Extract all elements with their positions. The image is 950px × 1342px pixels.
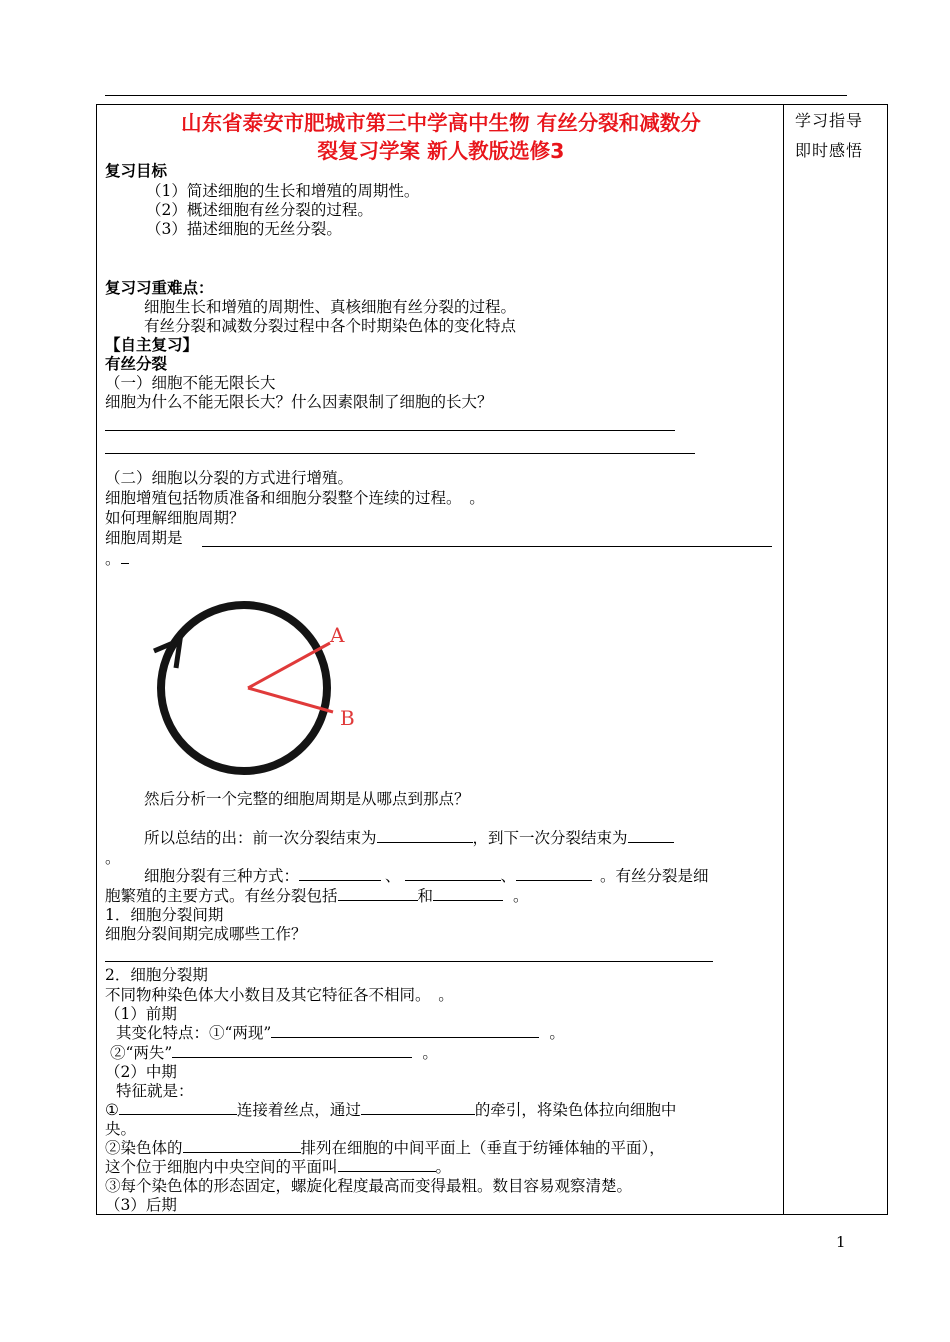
metaphase-heading: （2）中期 <box>105 1063 177 1081</box>
interphase-question: 细胞分裂间期完成哪些工作？ <box>105 925 307 943</box>
label-a: A <box>330 623 345 647</box>
mitotic-phase-note: 不同物种染色体大小数目及其它特征各不相同。 。 <box>105 986 454 1004</box>
key-point-item: 细胞生长和增殖的周期性、真核细胞有丝分裂的过程。 <box>144 298 517 316</box>
prophase-feature-a: 其变化特点：①“两现” 。 <box>116 1024 565 1042</box>
column-divider <box>783 104 784 1215</box>
self-review-heading: 【自主复习】 <box>105 336 199 354</box>
anaphase-heading: （3）后期 <box>105 1196 177 1214</box>
metaphase-feature-1-end: 央。 <box>105 1120 137 1138</box>
division-methods-line: 细胞分裂有三种方式： 、 、 。有丝分裂是细 <box>144 867 709 885</box>
cell-cycle-prompt: 细胞周期是 <box>105 529 183 547</box>
answer-line <box>105 961 713 962</box>
section1-heading: （一）细胞不能无限长大 <box>105 374 276 392</box>
key-points-heading: 复习习重难点： <box>105 279 214 297</box>
summary-end: 。 <box>105 849 121 867</box>
section1-question: 细胞为什么不能无限长大？什么因素限制了细胞的长大？ <box>105 393 493 411</box>
side-label-insight: 即时感悟 <box>795 141 864 160</box>
key-point-item: 有丝分裂和减数分裂过程中各个时期染色体的变化特点 <box>144 317 517 335</box>
metaphase-feature-2: ②染色体的 排列在细胞的中间平面上（垂直于纺锤体轴的平面）， <box>105 1139 665 1157</box>
cell-cycle-end: 。 <box>105 549 129 569</box>
metaphase-feature-intro: 特征就是： <box>116 1082 194 1100</box>
section2-heading: （二）细胞以分裂的方式进行增殖。 <box>105 469 354 487</box>
prophase-feature-b: ②“两失” 。 <box>110 1044 438 1062</box>
interphase-heading: 1．细胞分裂间期 <box>105 906 224 924</box>
label-b: B <box>340 706 355 730</box>
diagram-background <box>144 588 376 784</box>
section2-text: 细胞增殖包括物质准备和细胞分裂整个连续的过程。 。 <box>105 489 485 507</box>
goal-item: （1）简述细胞的生长和增殖的周期性。 <box>146 182 420 200</box>
metaphase-feature-1: ① 连接着丝点，通过 的牵引，将染色体拉向细胞中 <box>105 1101 677 1119</box>
prophase-heading: （1）前期 <box>105 1005 177 1023</box>
doc-title-line1: 山东省泰安市肥城市第三中学高中生物 有丝分裂和减数分 <box>181 111 701 135</box>
section2-question: 如何理解细胞周期？ <box>105 509 245 527</box>
metaphase-feature-3: ③每个染色体的形态固定，螺旋化程度最高而变得最粗。数目容易观察清楚。 <box>105 1177 633 1195</box>
top-rule <box>105 95 847 96</box>
mitosis-heading: 有丝分裂 <box>105 355 168 373</box>
analysis-question: 然后分析一个完整的细胞周期是从哪点到那点？ <box>144 790 470 808</box>
goals-heading: 复习目标 <box>105 162 168 180</box>
goal-item: （3）描述细胞的无丝分裂。 <box>146 220 342 238</box>
page-number: 1 <box>836 1233 846 1251</box>
metaphase-feature-2-cont: 这个位于细胞内中央空间的平面叫 。 <box>105 1158 452 1176</box>
division-methods-line2: 胞繁殖的主要方式。有丝分裂包括 和 。 <box>105 887 529 905</box>
answer-line <box>202 546 772 547</box>
mitotic-phase-heading: 2．细胞分裂期 <box>105 966 208 984</box>
cell-cycle-diagram <box>144 588 376 784</box>
answer-line <box>105 453 695 454</box>
summary-line: 所以总结的出：前一次分裂结束为 ，到下一次分裂结束为 <box>144 828 674 848</box>
answer-line <box>105 430 675 431</box>
side-label-guide: 学习指导 <box>795 111 864 130</box>
goal-item: （2）概述细胞有丝分裂的过程。 <box>146 201 373 219</box>
doc-title-line2: 裂复习学案 新人教版选修3 <box>317 139 565 163</box>
